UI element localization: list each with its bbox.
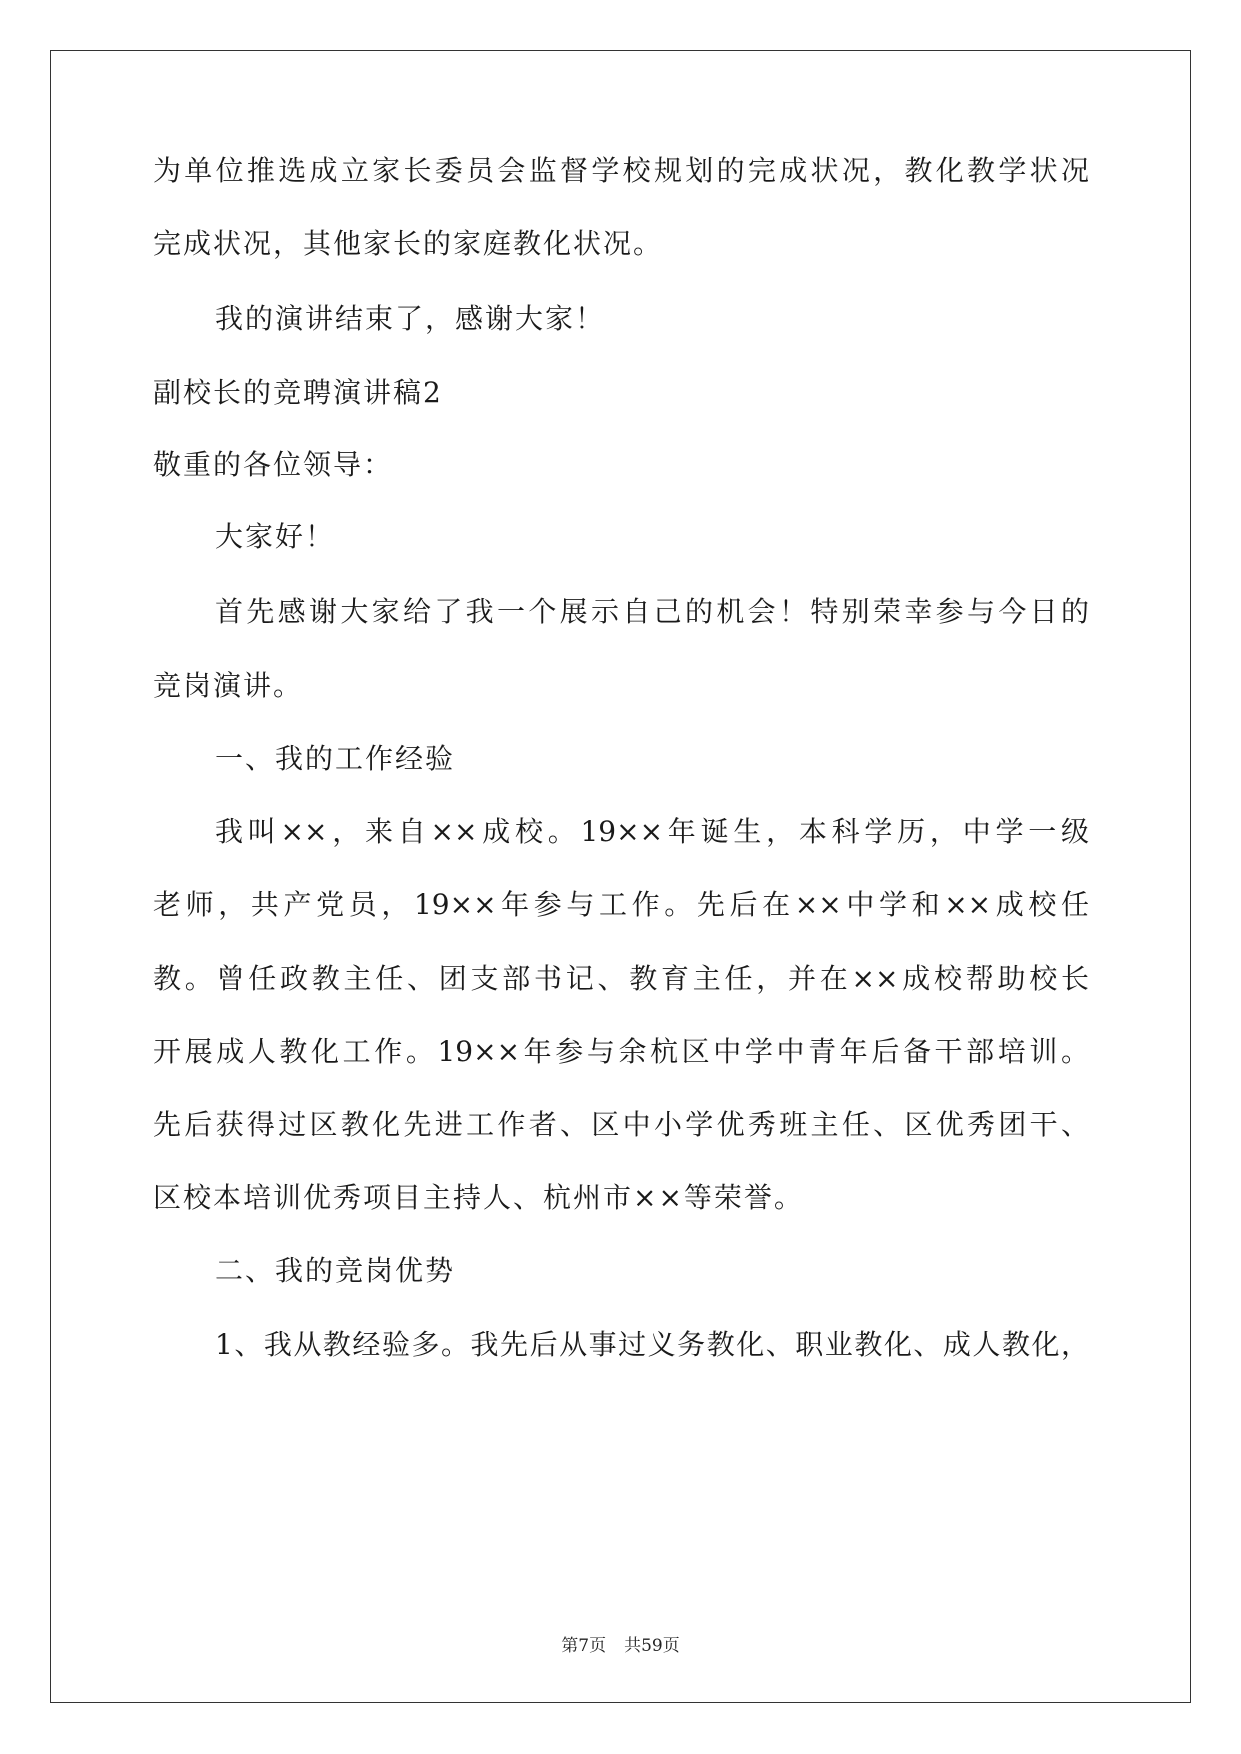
paragraph-line: 1、我从教经验多。我先后从事过义务教化、职业教化、成人教化， (215, 1328, 1089, 1361)
paragraph-line: 完成状况，其他家长的家庭教化状况。 (153, 227, 664, 260)
paragraph-line: 我叫××，来自××成校。19××年诞生，本科学历，中学一级 (215, 815, 1089, 848)
page-border (50, 50, 1191, 1703)
total-pages: 共59页 (624, 1636, 680, 1656)
paragraph-line: 为单位推选成立家长委员会监督学校规划的完成状况，教化教学状况 (153, 154, 1089, 187)
page-footer (0, 1635, 1241, 1657)
subsection-heading: 二、我的竞岗优势 (215, 1254, 456, 1287)
page-number: 第7页 (561, 1636, 607, 1656)
paragraph-line: 教。曾任政教主任、团支部书记、教育主任，并在××成校帮助校长 (153, 962, 1089, 995)
section-heading: 副校长的竞聘演讲稿2 (153, 376, 443, 409)
paragraph-line: 开展成人教化工作。19××年参与余杭区中学中青年后备干部培训。 (153, 1035, 1089, 1068)
subsection-heading: 一、我的工作经验 (215, 742, 456, 775)
salutation: 敬重的各位领导： (153, 448, 394, 481)
paragraph-line: 竞岗演讲。 (153, 669, 304, 702)
greeting: 大家好！ (215, 520, 336, 553)
paragraph-line: 老师，共产党员，19××年参与工作。先后在××中学和××成校任 (153, 888, 1089, 921)
paragraph-line: 首先感谢大家给了我一个展示自己的机会！特别荣幸参与今日的 (215, 595, 1089, 628)
paragraph-line: 我的演讲结束了，感谢大家！ (215, 302, 606, 335)
paragraph-line: 先后获得过区教化先进工作者、区中小学优秀班主任、区优秀团干、 (153, 1108, 1089, 1141)
paragraph-line: 区校本培训优秀项目主持人、杭州市××等荣誉。 (153, 1181, 804, 1214)
